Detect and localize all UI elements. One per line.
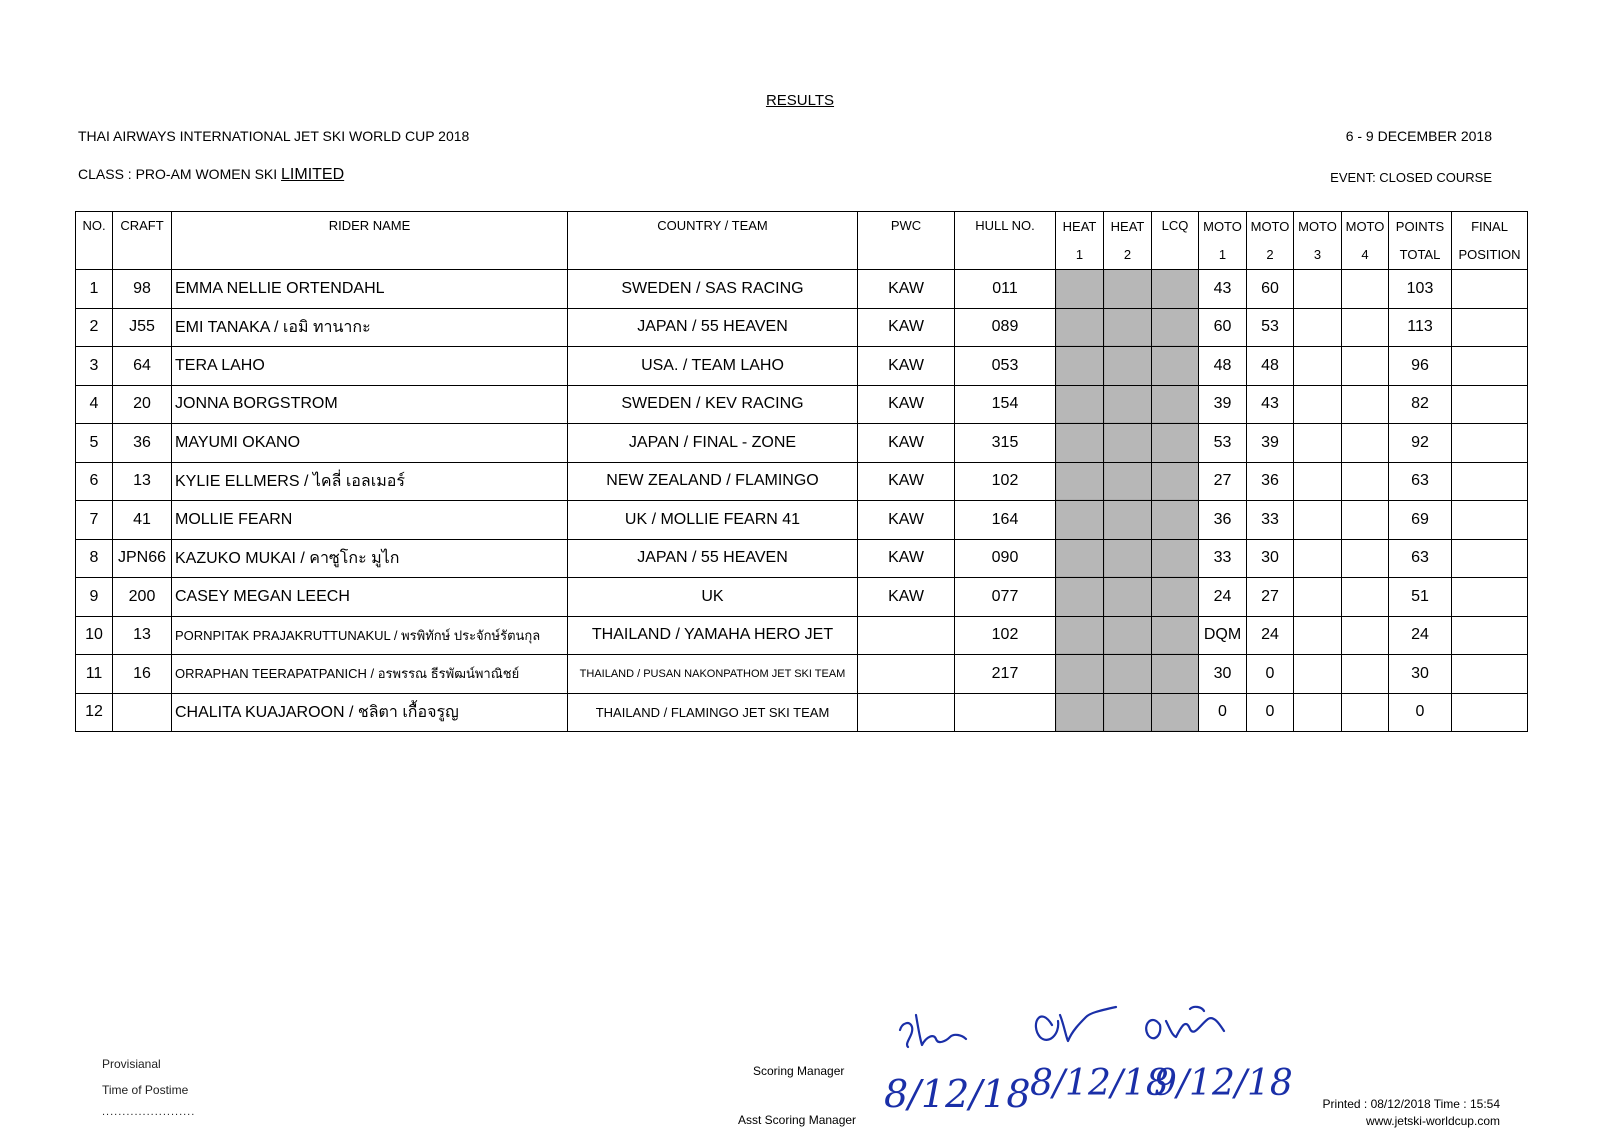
cell-moto-3 bbox=[1294, 693, 1342, 732]
cell-lcq bbox=[1152, 578, 1199, 617]
cell-moto-4 bbox=[1342, 385, 1389, 424]
cell-craft: 41 bbox=[113, 501, 172, 540]
cell-hull: 217 bbox=[955, 655, 1056, 694]
cell-final bbox=[1452, 616, 1528, 655]
col-lcq: LCQ bbox=[1152, 212, 1199, 270]
col-final: FINAL bbox=[1452, 212, 1528, 241]
cell-moto-2: 33 bbox=[1247, 501, 1294, 540]
cell-hull: 102 bbox=[955, 616, 1056, 655]
cell-heat-1 bbox=[1056, 501, 1104, 540]
cell-rider: EMMA NELLIE ORTENDAHL bbox=[172, 270, 568, 309]
cell-heat-1 bbox=[1056, 578, 1104, 617]
cell-rider: PORNPITAK PRAJAKRUTTUNAKUL / พรพิทักษ์ ประจักษ์รัตนกุล bbox=[172, 616, 568, 655]
signature-3 bbox=[1146, 1007, 1224, 1038]
cell-moto-2: 27 bbox=[1247, 578, 1294, 617]
cell-heat-1 bbox=[1056, 385, 1104, 424]
cell-heat-1 bbox=[1056, 347, 1104, 386]
cell-moto-2: 24 bbox=[1247, 616, 1294, 655]
signature-date-2: 8/12/18 bbox=[1030, 1063, 1169, 1104]
results-table bbox=[75, 211, 1528, 732]
cell-no: 3 bbox=[76, 347, 113, 386]
col-pwc: PWC bbox=[858, 212, 955, 270]
cell-craft: 20 bbox=[113, 385, 172, 424]
time-of-postime-label: Time of Postime bbox=[102, 1083, 189, 1097]
cell-lcq bbox=[1152, 270, 1199, 309]
signature-2 bbox=[1036, 1007, 1116, 1041]
cell-pwc bbox=[858, 655, 955, 694]
table-row bbox=[76, 308, 1528, 347]
cell-pwc: KAW bbox=[858, 347, 955, 386]
provisional-label: Provisianal bbox=[102, 1057, 161, 1071]
cell-total: 82 bbox=[1389, 385, 1452, 424]
cell-no: 11 bbox=[76, 655, 113, 694]
col-moto-1: MOTO bbox=[1199, 212, 1247, 241]
cell-no: 5 bbox=[76, 424, 113, 463]
event-type: EVENT: CLOSED COURSE bbox=[1330, 170, 1492, 185]
cell-lcq bbox=[1152, 693, 1199, 732]
signature-date-1: 8/12/18 bbox=[884, 1072, 1031, 1116]
cell-pwc: KAW bbox=[858, 539, 955, 578]
cell-moto-4 bbox=[1342, 424, 1389, 463]
cell-final bbox=[1452, 424, 1528, 463]
cell-moto-4 bbox=[1342, 539, 1389, 578]
table-row bbox=[76, 462, 1528, 501]
cell-rider: ORRAPHAN TEERAPATPANICH / อรพรรณ ธีรพัฒน์พาณิชย์ bbox=[172, 655, 568, 694]
cell-total: 113 bbox=[1389, 308, 1452, 347]
cell-moto-1: 27 bbox=[1199, 462, 1247, 501]
cell-no: 2 bbox=[76, 308, 113, 347]
cell-country: THAILAND / FLAMINGO JET SKI TEAM bbox=[568, 693, 858, 732]
cell-moto-4 bbox=[1342, 616, 1389, 655]
cell-craft bbox=[113, 693, 172, 732]
cell-lcq bbox=[1152, 462, 1199, 501]
cell-no: 1 bbox=[76, 270, 113, 309]
table-row bbox=[76, 501, 1528, 540]
cell-heat-1 bbox=[1056, 693, 1104, 732]
cell-moto-4 bbox=[1342, 347, 1389, 386]
scoring-manager-label: Scoring Manager bbox=[753, 1064, 845, 1078]
cell-moto-4 bbox=[1342, 462, 1389, 501]
cell-hull: 164 bbox=[955, 501, 1056, 540]
cell-moto-2: 48 bbox=[1247, 347, 1294, 386]
cell-final bbox=[1452, 385, 1528, 424]
cell-heat-1 bbox=[1056, 616, 1104, 655]
cell-moto-4 bbox=[1342, 655, 1389, 694]
cell-moto-2: 0 bbox=[1247, 693, 1294, 732]
cell-moto-2: 30 bbox=[1247, 539, 1294, 578]
cell-total: 24 bbox=[1389, 616, 1452, 655]
cell-heat-2 bbox=[1104, 462, 1152, 501]
cell-moto-1: 53 bbox=[1199, 424, 1247, 463]
cell-moto-1: 36 bbox=[1199, 501, 1247, 540]
cell-lcq bbox=[1152, 539, 1199, 578]
cell-pwc: KAW bbox=[858, 424, 955, 463]
cell-final bbox=[1452, 270, 1528, 309]
results-title: RESULTS bbox=[765, 92, 835, 109]
cell-final bbox=[1452, 462, 1528, 501]
table-row bbox=[76, 424, 1528, 463]
col-country: COUNTRY / TEAM bbox=[568, 212, 858, 270]
cell-lcq bbox=[1152, 501, 1199, 540]
cell-moto-3 bbox=[1294, 539, 1342, 578]
cell-lcq bbox=[1152, 424, 1199, 463]
cell-hull: 154 bbox=[955, 385, 1056, 424]
cell-rider: CHALITA KUAJAROON / ชลิตา เกื้อจรูญ bbox=[172, 693, 568, 732]
cell-final bbox=[1452, 308, 1528, 347]
col-moto-4: MOTO bbox=[1342, 212, 1389, 241]
cell-heat-2 bbox=[1104, 616, 1152, 655]
cell-rider: EMI TANAKA / เอมิ ทานากะ bbox=[172, 308, 568, 347]
cell-moto-3 bbox=[1294, 578, 1342, 617]
table-row bbox=[76, 578, 1528, 617]
cell-total: 92 bbox=[1389, 424, 1452, 463]
class-prefix: CLASS : PRO-AM WOMEN SKI bbox=[78, 166, 278, 182]
cell-heat-1 bbox=[1056, 462, 1104, 501]
cell-total: 0 bbox=[1389, 693, 1452, 732]
cell-lcq bbox=[1152, 347, 1199, 386]
col-heat-1-num: 1 bbox=[1056, 240, 1104, 270]
cell-craft: JPN66 bbox=[113, 539, 172, 578]
cell-moto-3 bbox=[1294, 385, 1342, 424]
cell-heat-2 bbox=[1104, 693, 1152, 732]
cell-no: 9 bbox=[76, 578, 113, 617]
cell-pwc: KAW bbox=[858, 385, 955, 424]
col-no: NO. bbox=[76, 212, 113, 270]
cell-moto-4 bbox=[1342, 693, 1389, 732]
event-name: THAI AIRWAYS INTERNATIONAL JET SKI WORLD CUP 2018 bbox=[78, 128, 470, 144]
postime-dots: ....................... bbox=[102, 1106, 196, 1118]
cell-hull: 315 bbox=[955, 424, 1056, 463]
cell-total: 51 bbox=[1389, 578, 1452, 617]
cell-lcq bbox=[1152, 385, 1199, 424]
col-moto-4-num: 4 bbox=[1342, 240, 1389, 270]
cell-country: SWEDEN / KEV RACING bbox=[568, 385, 858, 424]
cell-country: USA. / TEAM LAHO bbox=[568, 347, 858, 386]
cell-final bbox=[1452, 539, 1528, 578]
cell-total: 103 bbox=[1389, 270, 1452, 309]
website-url: www.jetski-worldcup.com bbox=[1365, 1114, 1500, 1128]
cell-total: 30 bbox=[1389, 655, 1452, 694]
cell-no: 10 bbox=[76, 616, 113, 655]
event-dates: 6 - 9 DECEMBER 2018 bbox=[1345, 128, 1492, 144]
col-heat-2: HEAT bbox=[1104, 212, 1152, 241]
cell-moto-4 bbox=[1342, 270, 1389, 309]
cell-heat-2 bbox=[1104, 308, 1152, 347]
cell-final bbox=[1452, 693, 1528, 732]
cell-heat-1 bbox=[1056, 424, 1104, 463]
cell-no: 6 bbox=[76, 462, 113, 501]
cell-rider: CASEY MEGAN LEECH bbox=[172, 578, 568, 617]
cell-moto-1: 39 bbox=[1199, 385, 1247, 424]
cell-country: SWEDEN / SAS RACING bbox=[568, 270, 858, 309]
cell-total: 69 bbox=[1389, 501, 1452, 540]
cell-hull: 077 bbox=[955, 578, 1056, 617]
col-rider: RIDER NAME bbox=[172, 212, 568, 270]
cell-moto-2: 39 bbox=[1247, 424, 1294, 463]
cell-moto-1: 30 bbox=[1199, 655, 1247, 694]
cell-rider: MAYUMI OKANO bbox=[172, 424, 568, 463]
cell-pwc: KAW bbox=[858, 308, 955, 347]
printed-timestamp: Printed : 08/12/2018 Time : 15:54 bbox=[1322, 1097, 1500, 1111]
cell-moto-3 bbox=[1294, 462, 1342, 501]
cell-pwc bbox=[858, 616, 955, 655]
cell-moto-3 bbox=[1294, 616, 1342, 655]
cell-pwc: KAW bbox=[858, 270, 955, 309]
cell-moto-1: DQM bbox=[1199, 616, 1247, 655]
cell-heat-2 bbox=[1104, 270, 1152, 309]
col-hull: HULL NO. bbox=[955, 212, 1056, 270]
cell-country: JAPAN / FINAL - ZONE bbox=[568, 424, 858, 463]
cell-hull bbox=[955, 693, 1056, 732]
cell-total: 63 bbox=[1389, 462, 1452, 501]
col-points-total: TOTAL bbox=[1389, 240, 1452, 270]
cell-heat-2 bbox=[1104, 539, 1152, 578]
cell-no: 12 bbox=[76, 693, 113, 732]
class-line bbox=[78, 166, 344, 184]
col-moto-2-num: 2 bbox=[1247, 240, 1294, 270]
col-moto-3-num: 3 bbox=[1294, 240, 1342, 270]
cell-moto-3 bbox=[1294, 308, 1342, 347]
cell-hull: 090 bbox=[955, 539, 1056, 578]
cell-craft: 200 bbox=[113, 578, 172, 617]
cell-moto-1: 0 bbox=[1199, 693, 1247, 732]
cell-craft: 98 bbox=[113, 270, 172, 309]
cell-heat-2 bbox=[1104, 347, 1152, 386]
cell-hull: 089 bbox=[955, 308, 1056, 347]
cell-rider: TERA LAHO bbox=[172, 347, 568, 386]
cell-moto-1: 33 bbox=[1199, 539, 1247, 578]
col-points: POINTS bbox=[1389, 212, 1452, 241]
cell-heat-2 bbox=[1104, 424, 1152, 463]
cell-final bbox=[1452, 347, 1528, 386]
cell-rider: KYLIE ELLMERS / ไคลี่ เอลเมอร์ bbox=[172, 462, 568, 501]
cell-lcq bbox=[1152, 655, 1199, 694]
cell-moto-2: 60 bbox=[1247, 270, 1294, 309]
col-moto-3: MOTO bbox=[1294, 212, 1342, 241]
col-heat-1: HEAT bbox=[1056, 212, 1104, 241]
cell-pwc: KAW bbox=[858, 501, 955, 540]
class-limited: LIMITED bbox=[281, 166, 345, 183]
cell-heat-2 bbox=[1104, 655, 1152, 694]
cell-moto-3 bbox=[1294, 270, 1342, 309]
cell-rider: JONNA BORGSTROM bbox=[172, 385, 568, 424]
cell-pwc bbox=[858, 693, 955, 732]
cell-rider: KAZUKO MUKAI / คาซูโกะ มูไก bbox=[172, 539, 568, 578]
cell-country: JAPAN / 55 HEAVEN bbox=[568, 308, 858, 347]
cell-heat-2 bbox=[1104, 578, 1152, 617]
cell-moto-4 bbox=[1342, 308, 1389, 347]
cell-total: 96 bbox=[1389, 347, 1452, 386]
cell-craft: 64 bbox=[113, 347, 172, 386]
table-row bbox=[76, 693, 1528, 732]
cell-hull: 053 bbox=[955, 347, 1056, 386]
cell-hull: 011 bbox=[955, 270, 1056, 309]
cell-moto-3 bbox=[1294, 347, 1342, 386]
cell-moto-3 bbox=[1294, 501, 1342, 540]
cell-heat-2 bbox=[1104, 501, 1152, 540]
cell-moto-2: 36 bbox=[1247, 462, 1294, 501]
cell-craft: 36 bbox=[113, 424, 172, 463]
cell-moto-2: 43 bbox=[1247, 385, 1294, 424]
cell-moto-3 bbox=[1294, 424, 1342, 463]
cell-moto-2: 0 bbox=[1247, 655, 1294, 694]
cell-no: 4 bbox=[76, 385, 113, 424]
table-row bbox=[76, 347, 1528, 386]
signature-1 bbox=[900, 1015, 966, 1047]
cell-moto-3 bbox=[1294, 655, 1342, 694]
cell-pwc: KAW bbox=[858, 578, 955, 617]
cell-craft: J55 bbox=[113, 308, 172, 347]
cell-moto-1: 43 bbox=[1199, 270, 1247, 309]
signature-date-3: 9/12/18 bbox=[1154, 1063, 1293, 1104]
cell-country: UK / MOLLIE FEARN 41 bbox=[568, 501, 858, 540]
col-moto-2: MOTO bbox=[1247, 212, 1294, 241]
table-row bbox=[76, 385, 1528, 424]
cell-final bbox=[1452, 578, 1528, 617]
cell-moto-1: 60 bbox=[1199, 308, 1247, 347]
cell-total: 63 bbox=[1389, 539, 1452, 578]
cell-moto-1: 48 bbox=[1199, 347, 1247, 386]
table-row bbox=[76, 655, 1528, 694]
col-final-position: POSITION bbox=[1452, 240, 1528, 270]
col-craft: CRAFT bbox=[113, 212, 172, 270]
cell-moto-1: 24 bbox=[1199, 578, 1247, 617]
cell-craft: 13 bbox=[113, 462, 172, 501]
cell-heat-1 bbox=[1056, 308, 1104, 347]
cell-country: THAILAND / PUSAN NAKONPATHOM JET SKI TEAM bbox=[568, 655, 858, 694]
cell-heat-1 bbox=[1056, 539, 1104, 578]
table-row bbox=[76, 616, 1528, 655]
cell-craft: 16 bbox=[113, 655, 172, 694]
cell-final bbox=[1452, 655, 1528, 694]
cell-country: THAILAND / YAMAHA HERO JET bbox=[568, 616, 858, 655]
cell-moto-4 bbox=[1342, 501, 1389, 540]
cell-pwc: KAW bbox=[858, 462, 955, 501]
cell-no: 8 bbox=[76, 539, 113, 578]
cell-craft: 13 bbox=[113, 616, 172, 655]
handwritten-signatures bbox=[884, 995, 1293, 1125]
cell-country: JAPAN / 55 HEAVEN bbox=[568, 539, 858, 578]
cell-lcq bbox=[1152, 616, 1199, 655]
table-row bbox=[76, 539, 1528, 578]
header-row-1 bbox=[76, 212, 1528, 241]
cell-heat-1 bbox=[1056, 270, 1104, 309]
asst-scoring-manager-label: Asst Scoring Manager bbox=[738, 1113, 857, 1127]
cell-no: 7 bbox=[76, 501, 113, 540]
col-moto-1-num: 1 bbox=[1199, 240, 1247, 270]
cell-moto-2: 53 bbox=[1247, 308, 1294, 347]
cell-lcq bbox=[1152, 308, 1199, 347]
cell-heat-2 bbox=[1104, 385, 1152, 424]
cell-heat-1 bbox=[1056, 655, 1104, 694]
col-heat-2-num: 2 bbox=[1104, 240, 1152, 270]
table-row bbox=[76, 270, 1528, 309]
cell-moto-4 bbox=[1342, 578, 1389, 617]
cell-rider: MOLLIE FEARN bbox=[172, 501, 568, 540]
cell-hull: 102 bbox=[955, 462, 1056, 501]
cell-country: UK bbox=[568, 578, 858, 617]
cell-country: NEW ZEALAND / FLAMINGO bbox=[568, 462, 858, 501]
cell-final bbox=[1452, 501, 1528, 540]
